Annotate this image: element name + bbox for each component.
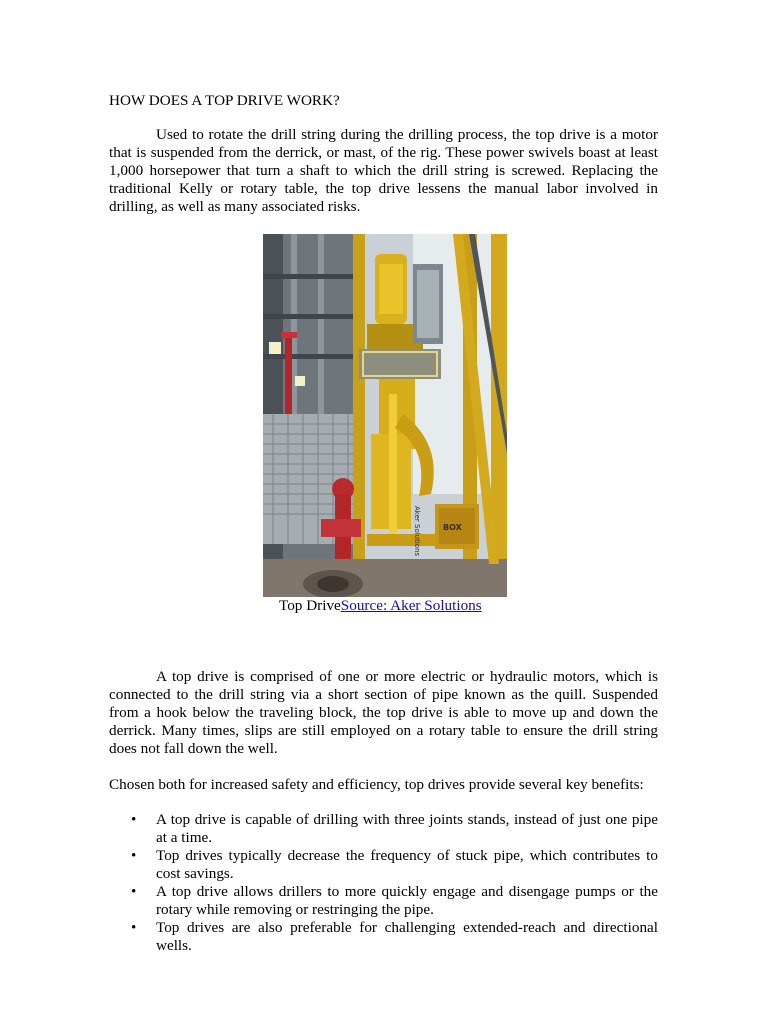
caption-label: Top Drive xyxy=(279,597,341,614)
bullet-icon: • xyxy=(131,811,137,828)
bullet-icon: • xyxy=(131,883,137,900)
intro-paragraph: Used to rotate the drill string during the drilling process, the top drive is a motor that is suspended from the derrick, or mast, of the rig. These power swivels boast at least 1,000 horsepower that turn a shaft to which the drill string is screwed. Replacing the traditional Kelly or rotary table, the top drive lessens the manual labor involved in drilling, as well as many associated risks. xyxy=(109,126,658,215)
document-title: HOW DOES A TOP DRIVE WORK? xyxy=(109,92,340,109)
list-item xyxy=(109,883,658,919)
bullet-icon: • xyxy=(131,919,137,936)
photo-box-label: BOX xyxy=(443,523,462,532)
benefits-list xyxy=(109,811,658,955)
list-item-text: A top drive allows drillers to more quickly engage and disengage pumps or the rotary while removing or restringing the pipe. xyxy=(156,883,658,918)
list-item xyxy=(109,811,658,847)
list-item-text: Top drives are also preferable for challenging extended-reach and directional wells. xyxy=(156,919,658,954)
photo-side-label: Aker Solutions xyxy=(413,506,421,557)
list-item xyxy=(109,847,658,883)
list-item-text: A top drive is capable of drilling with three joints stands, instead of just one pipe at a time. xyxy=(156,811,658,846)
caption-source-link[interactable]: Source: Aker Solutions xyxy=(340,597,482,614)
bullet-icon: • xyxy=(131,847,137,864)
list-item-text: Top drives typically decrease the frequency of stuck pipe, which contributes to cost savings. xyxy=(156,847,658,882)
figure-caption xyxy=(279,597,482,615)
description-paragraph: A top drive is comprised of one or more electric or hydraulic motors, which is connected to the drill string via a short section of pipe known as the quill. Suspended from a hook below the traveling block, the top drive is able to move up and down the derrick. Many times, slips are still employed on a rotary table to ensure the drill string does not fall down the well. xyxy=(109,668,658,757)
list-item xyxy=(109,919,658,955)
benefits-intro: Chosen both for increased safety and efficiency, top drives provide several key benefits: xyxy=(109,776,644,793)
top-drive-photo xyxy=(263,234,507,597)
